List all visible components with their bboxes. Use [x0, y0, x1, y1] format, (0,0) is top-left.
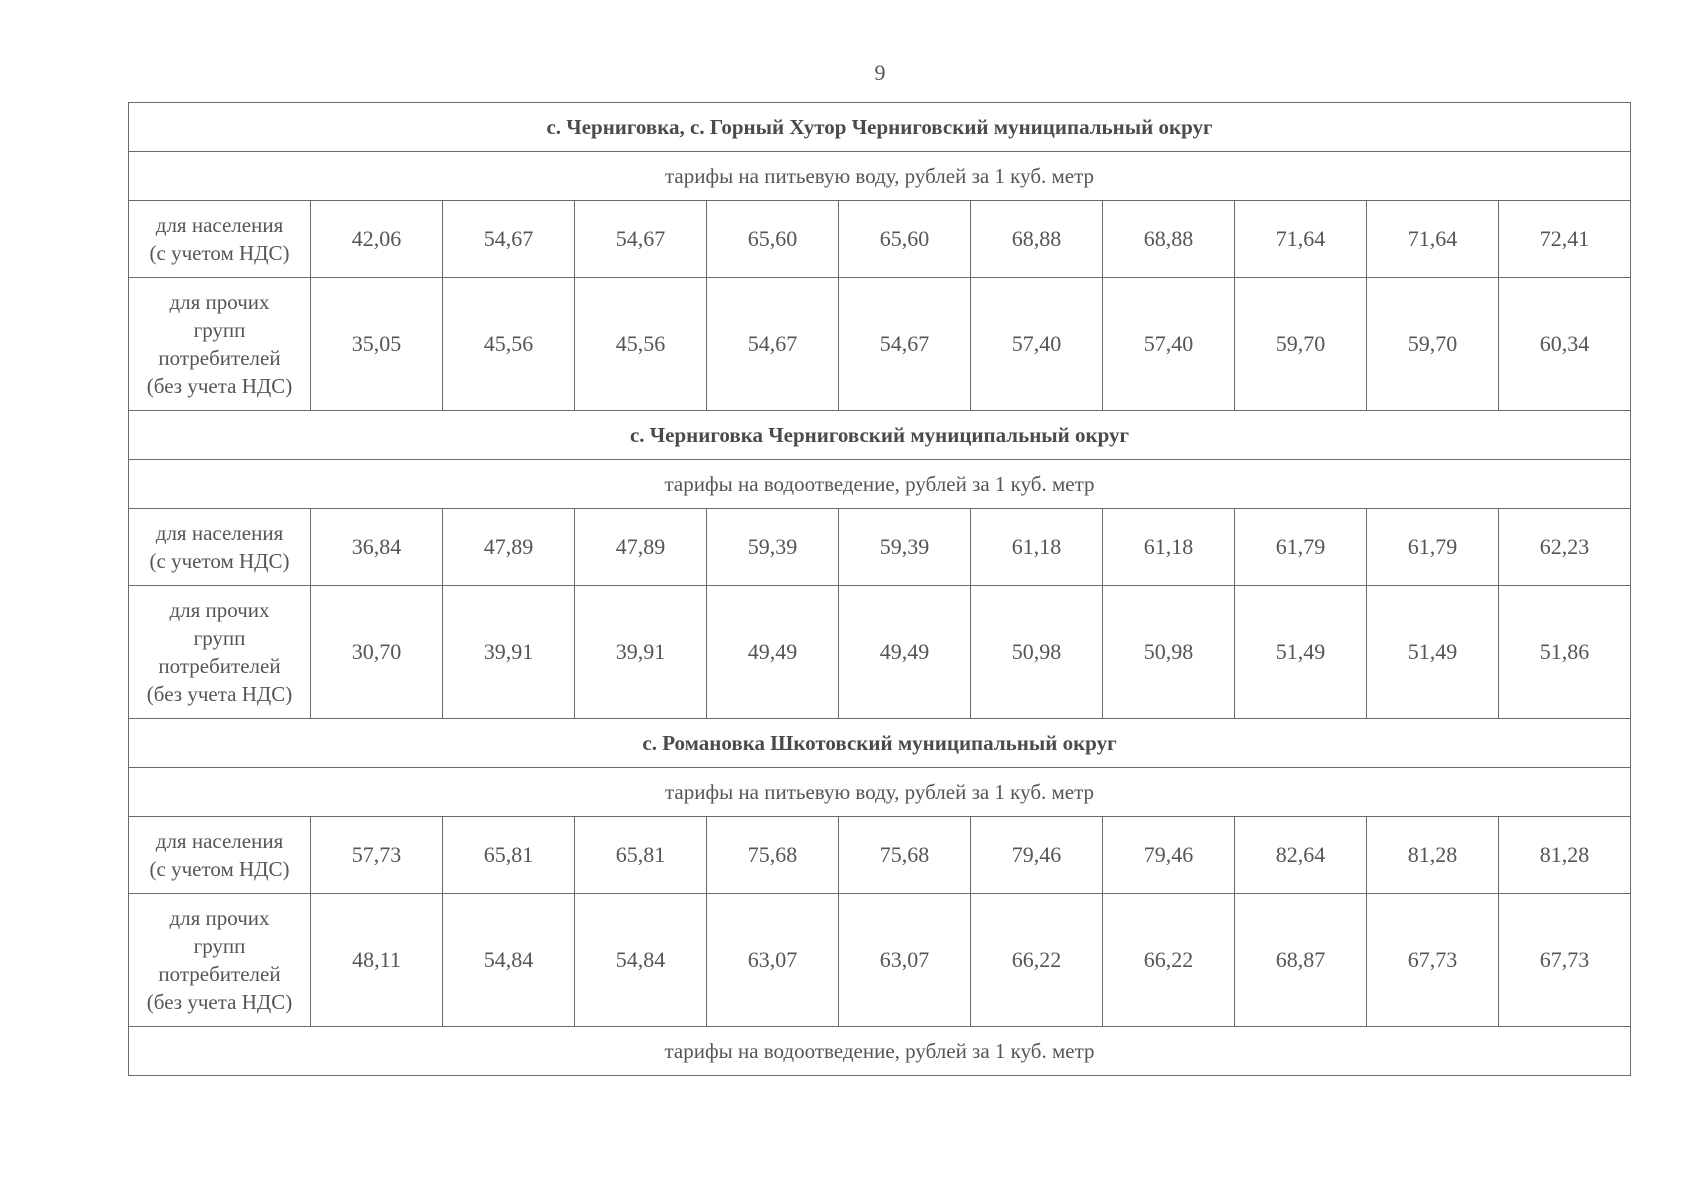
tariff-value-cell: 36,84 — [311, 509, 443, 586]
section-title: с. Романовка Шкотовский муниципальный округ — [129, 719, 1631, 768]
tariff-value-cell: 59,70 — [1367, 278, 1499, 411]
tariff-value-cell: 81,28 — [1499, 817, 1631, 894]
tariff-type-title: тарифы на водоотведение, рублей за 1 куб. метр — [129, 1027, 1631, 1076]
tariff-value-cell: 81,28 — [1367, 817, 1499, 894]
tariff-value-cell: 68,88 — [1103, 201, 1235, 278]
tariff-value-cell: 49,49 — [839, 586, 971, 719]
tariff-value-cell: 68,88 — [971, 201, 1103, 278]
tariff-value-cell: 57,73 — [311, 817, 443, 894]
tariff-value-cell: 79,46 — [1103, 817, 1235, 894]
label-line: групп — [193, 934, 246, 958]
tariff-table — [128, 102, 1631, 1076]
tariff-value-cell: 54,67 — [443, 201, 575, 278]
tariff-value-cell: 57,40 — [1103, 278, 1235, 411]
tariff-value-cell: 67,73 — [1367, 894, 1499, 1027]
tariff-value-cell: 75,68 — [839, 817, 971, 894]
section-title-row — [129, 103, 1631, 152]
consumer-group-label — [129, 201, 311, 278]
tariff-value-cell: 45,56 — [575, 278, 707, 411]
tariff-value-cell: 57,40 — [971, 278, 1103, 411]
label-line: (без учета НДС) — [146, 990, 293, 1014]
tariff-type-row — [129, 768, 1631, 817]
section-title: с. Черниговка Черниговский муниципальный округ — [129, 411, 1631, 460]
tariff-value-cell: 79,46 — [971, 817, 1103, 894]
tariff-type-title: тарифы на водоотведение, рублей за 1 куб. метр — [129, 460, 1631, 509]
tariff-value-cell: 51,49 — [1235, 586, 1367, 719]
page-number: 9 — [874, 60, 886, 85]
tariff-value-cell: 61,18 — [971, 509, 1103, 586]
consumer-group-label — [129, 586, 311, 719]
tariff-value-cell: 65,81 — [575, 817, 707, 894]
table-row — [129, 201, 1631, 278]
tariff-value-cell: 54,84 — [575, 894, 707, 1027]
tariff-value-cell: 71,64 — [1367, 201, 1499, 278]
tariff-value-cell: 51,86 — [1499, 586, 1631, 719]
tariff-value-cell: 54,67 — [575, 201, 707, 278]
tariff-value-cell: 59,70 — [1235, 278, 1367, 411]
table-row — [129, 586, 1631, 719]
tariff-value-cell: 50,98 — [971, 586, 1103, 719]
label-line: (без учета НДС) — [146, 682, 293, 706]
tariff-value-cell: 65,60 — [707, 201, 839, 278]
tariff-value-cell: 48,11 — [311, 894, 443, 1027]
label-line: для прочих — [169, 598, 270, 622]
label-line: потребителей — [158, 654, 281, 678]
label-line: потребителей — [158, 962, 281, 986]
tariff-value-cell: 35,05 — [311, 278, 443, 411]
table-row — [129, 894, 1631, 1027]
label-line: потребителей — [158, 346, 281, 370]
tariff-value-cell: 61,79 — [1367, 509, 1499, 586]
tariff-value-cell: 60,34 — [1499, 278, 1631, 411]
label-line: для населения — [155, 829, 284, 853]
tariff-type-title: тарифы на питьевую воду, рублей за 1 куб. метр — [129, 768, 1631, 817]
tariff-value-cell: 30,70 — [311, 586, 443, 719]
section-title: с. Черниговка, с. Горный Хутор Черниговский муниципальный округ — [129, 103, 1631, 152]
label-line: (без учета НДС) — [146, 374, 293, 398]
tariff-type-title: тарифы на питьевую воду, рублей за 1 куб. метр — [129, 152, 1631, 201]
tariff-value-cell: 59,39 — [839, 509, 971, 586]
tariff-type-row — [129, 460, 1631, 509]
tariff-value-cell: 42,06 — [311, 201, 443, 278]
tariff-type-row — [129, 152, 1631, 201]
table-row — [129, 278, 1631, 411]
tariff-value-cell: 67,73 — [1499, 894, 1631, 1027]
tariff-value-cell: 71,64 — [1235, 201, 1367, 278]
tariff-value-cell: 47,89 — [575, 509, 707, 586]
tariff-value-cell: 54,67 — [839, 278, 971, 411]
label-line: для населения — [155, 213, 284, 237]
tariff-value-cell: 75,68 — [707, 817, 839, 894]
label-line: (с учетом НДС) — [149, 241, 290, 265]
consumer-group-label — [129, 509, 311, 586]
tariff-value-cell: 82,64 — [1235, 817, 1367, 894]
tariff-value-cell: 66,22 — [1103, 894, 1235, 1027]
tariff-value-cell: 68,87 — [1235, 894, 1367, 1027]
consumer-group-label — [129, 817, 311, 894]
tariff-value-cell: 61,79 — [1235, 509, 1367, 586]
tariff-value-cell: 54,67 — [707, 278, 839, 411]
label-line: групп — [193, 318, 246, 342]
tariff-value-cell: 63,07 — [707, 894, 839, 1027]
tariff-value-cell: 66,22 — [971, 894, 1103, 1027]
tariff-value-cell: 61,18 — [1103, 509, 1235, 586]
table-row — [129, 509, 1631, 586]
label-line: групп — [193, 626, 246, 650]
tariff-value-cell: 39,91 — [575, 586, 707, 719]
tariff-type-row — [129, 1027, 1631, 1076]
tariff-value-cell: 65,81 — [443, 817, 575, 894]
tariff-value-cell: 50,98 — [1103, 586, 1235, 719]
label-line: для прочих — [169, 290, 270, 314]
tariff-value-cell: 39,91 — [443, 586, 575, 719]
section-title-row — [129, 719, 1631, 768]
consumer-group-label — [129, 278, 311, 411]
tariff-value-cell: 51,49 — [1367, 586, 1499, 719]
consumer-group-label — [129, 894, 311, 1027]
tariff-value-cell: 47,89 — [443, 509, 575, 586]
tariff-value-cell: 72,41 — [1499, 201, 1631, 278]
label-line: для населения — [155, 521, 284, 545]
label-line: (с учетом НДС) — [149, 549, 290, 573]
section-title-row — [129, 411, 1631, 460]
tariff-value-cell: 59,39 — [707, 509, 839, 586]
tariff-value-cell: 49,49 — [707, 586, 839, 719]
tariff-value-cell: 63,07 — [839, 894, 971, 1027]
tariff-value-cell: 62,23 — [1499, 509, 1631, 586]
tariff-value-cell: 54,84 — [443, 894, 575, 1027]
tariff-value-cell: 65,60 — [839, 201, 971, 278]
label-line: (с учетом НДС) — [149, 857, 290, 881]
table-row — [129, 817, 1631, 894]
tariff-value-cell: 45,56 — [443, 278, 575, 411]
label-line: для прочих — [169, 906, 270, 930]
